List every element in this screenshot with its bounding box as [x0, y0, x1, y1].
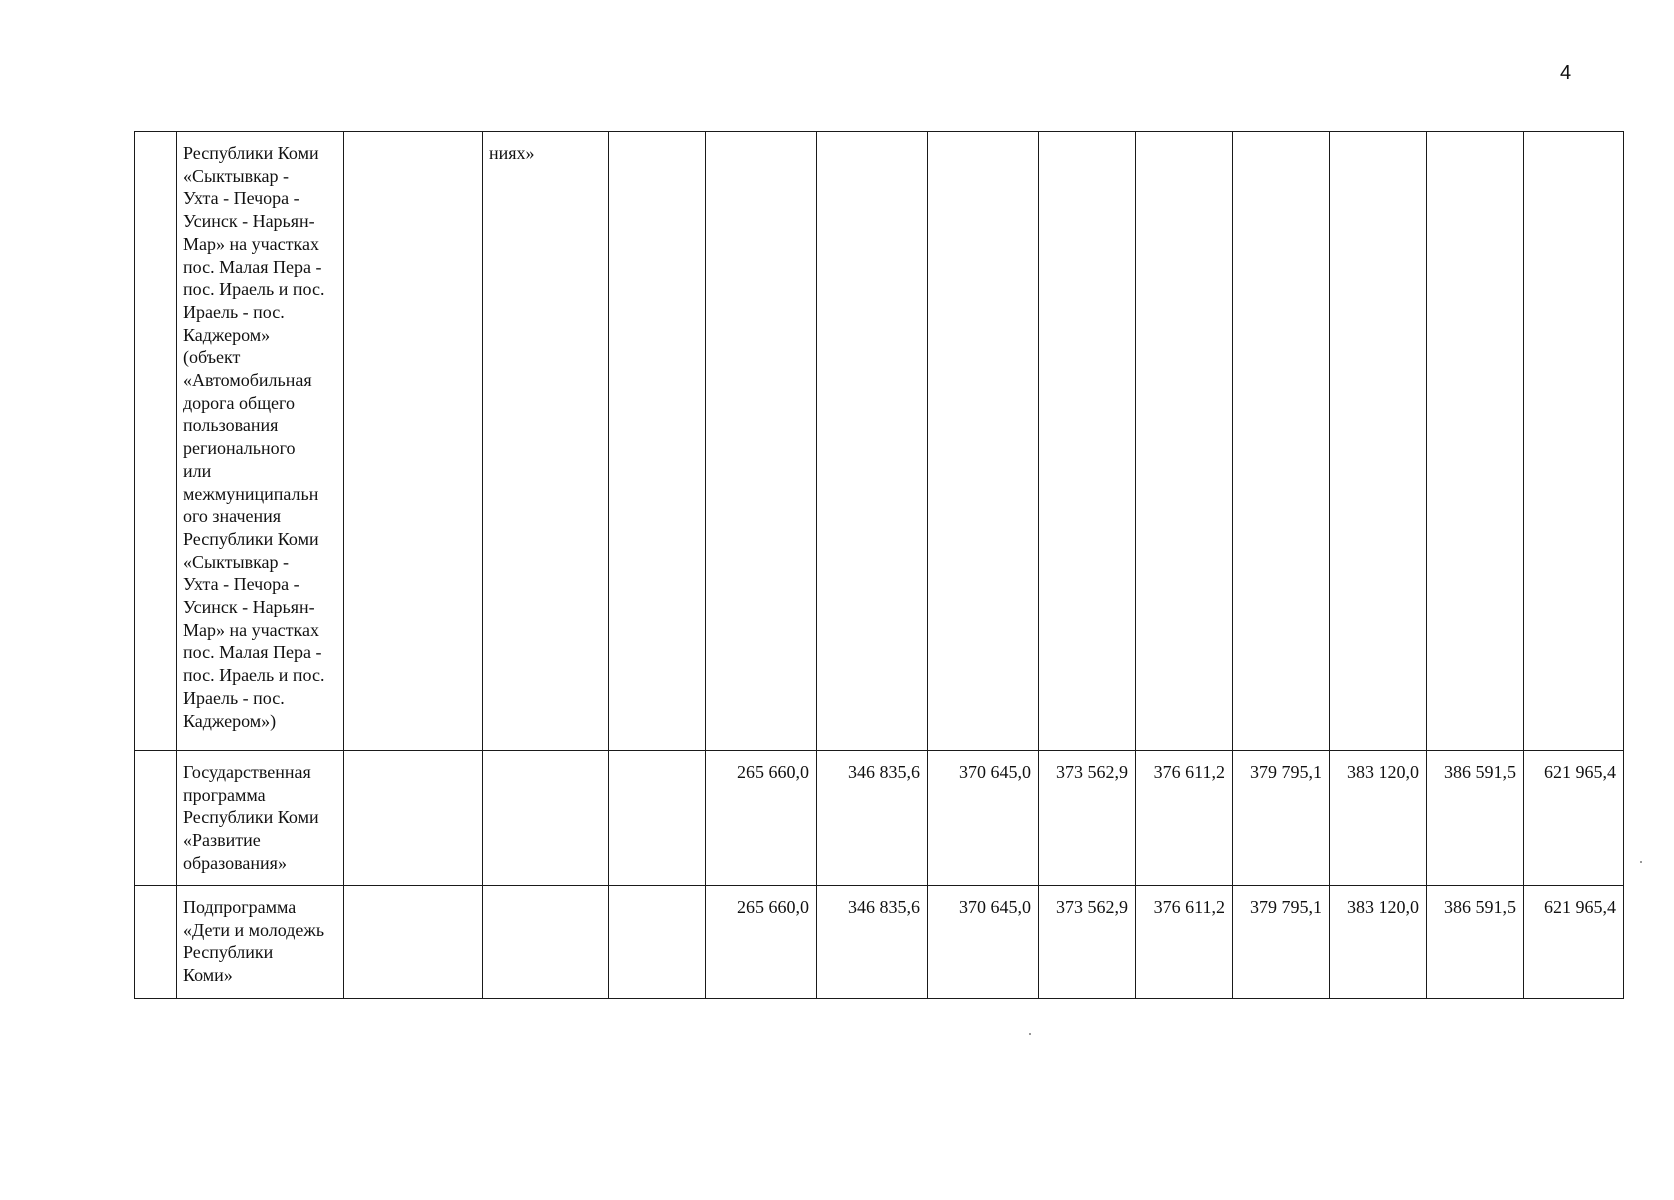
value-cell: [1427, 132, 1524, 751]
description-cell: [483, 886, 609, 999]
value-cell: 370 645,0: [928, 751, 1039, 886]
row-name-cell: Подпрограмма «Дети и молодежь Республики Коми»: [177, 886, 344, 999]
description-cell: ниях»: [483, 132, 609, 751]
responsible-cell: [344, 886, 483, 999]
value-cell: 376 611,2: [1136, 886, 1233, 999]
row-number-cell: [135, 886, 177, 999]
row-name-cell: Республики Коми «Сыктывкар - Ухта - Печора - Усинск - Нарьян- Мар» на участках пос. Малая Пера - пос. Ираель и пос. Ираель - пос. Каджером» (объект «Автомобильная дорога общего пользования регионального или межмуниципальн ого значения Республики Коми «Сыктывкар - Ухта - Печора - Усинск - Нарьян- Мар» на участках пос. Малая Пера - пос. Ираель и пос. Ираель - пос. Каджером»): [177, 132, 344, 751]
value-cell: 376 611,2: [1136, 751, 1233, 886]
value-cell: 386 591,5: [1427, 751, 1524, 886]
row-number-cell: [135, 132, 177, 751]
value-cell: 379 795,1: [1233, 886, 1330, 999]
note-cell: [609, 751, 706, 886]
page-number: 4: [1560, 62, 1572, 84]
responsible-cell: [344, 132, 483, 751]
budget-table: [134, 131, 1624, 999]
scan-speck: [1640, 861, 1642, 863]
scan-speck: [1029, 1033, 1031, 1035]
value-cell: 346 835,6: [817, 886, 928, 999]
value-cell: 373 562,9: [1039, 751, 1136, 886]
value-cell: [928, 132, 1039, 751]
table-row: [135, 751, 1624, 886]
row-name-cell: Государственная программа Республики Коми «Развитие образования»: [177, 751, 344, 886]
value-cell: [1524, 132, 1624, 751]
value-cell: 373 562,9: [1039, 886, 1136, 999]
row-number-cell: [135, 751, 177, 886]
value-cell: 386 591,5: [1427, 886, 1524, 999]
value-cell: [817, 132, 928, 751]
value-cell: [706, 132, 817, 751]
value-cell: 265 660,0: [706, 751, 817, 886]
value-cell: 379 795,1: [1233, 751, 1330, 886]
value-cell: [1330, 132, 1427, 751]
value-cell: 621 965,4: [1524, 886, 1624, 999]
value-cell: 370 645,0: [928, 886, 1039, 999]
value-cell: 621 965,4: [1524, 751, 1624, 886]
value-cell: 383 120,0: [1330, 751, 1427, 886]
note-cell: [609, 132, 706, 751]
value-cell: [1233, 132, 1330, 751]
responsible-cell: [344, 751, 483, 886]
description-cell: [483, 751, 609, 886]
value-cell: 346 835,6: [817, 751, 928, 886]
value-cell: [1039, 132, 1136, 751]
note-cell: [609, 886, 706, 999]
value-cell: [1136, 132, 1233, 751]
table-row: [135, 886, 1624, 999]
value-cell: 265 660,0: [706, 886, 817, 999]
table-row: [135, 132, 1624, 751]
value-cell: 383 120,0: [1330, 886, 1427, 999]
